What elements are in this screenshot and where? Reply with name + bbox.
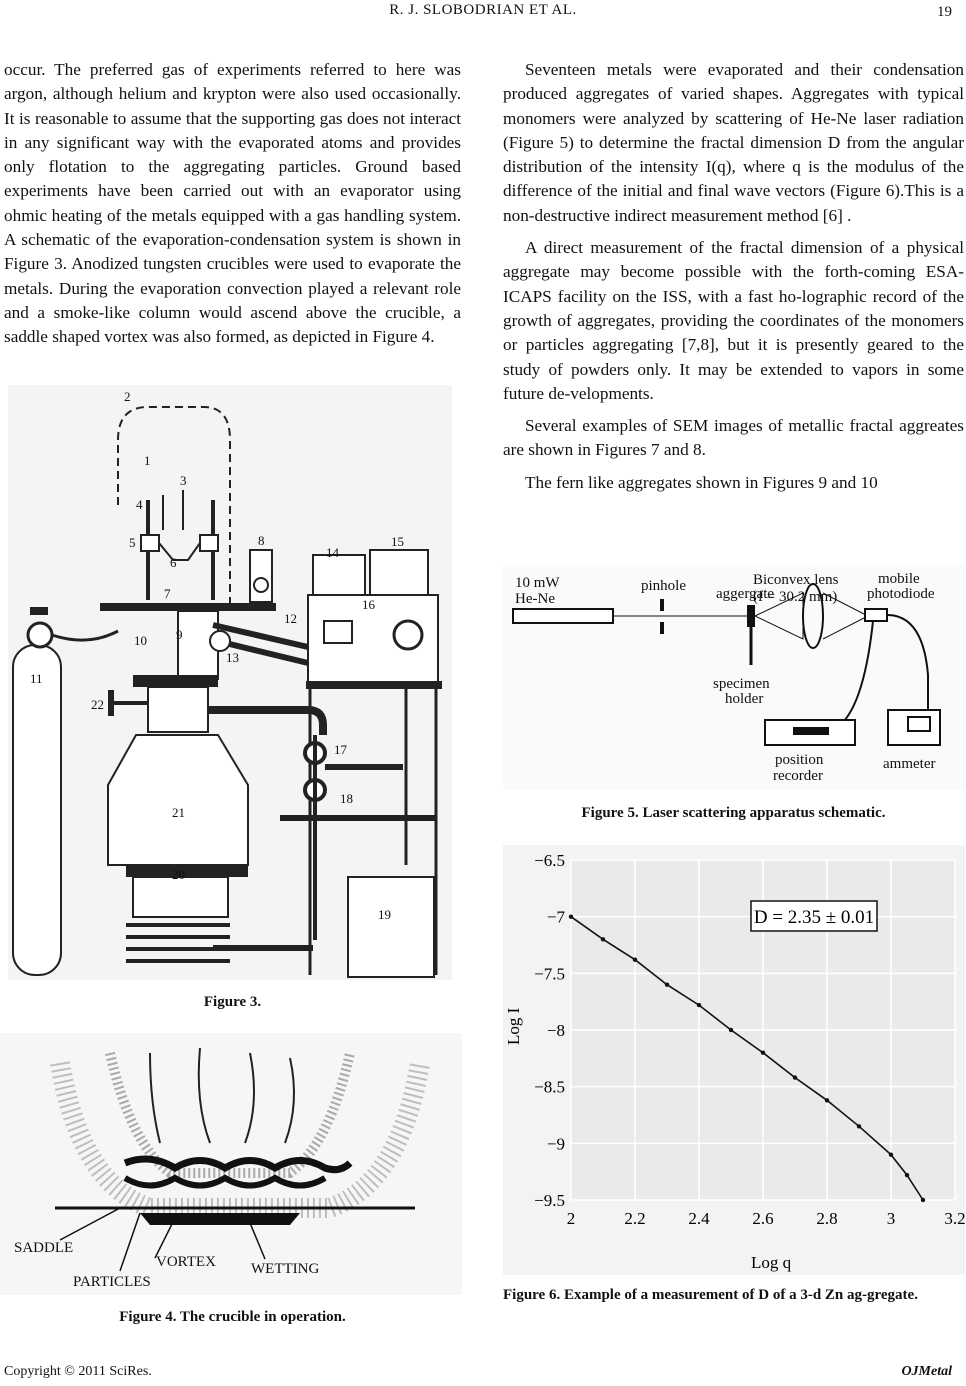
y-tick-label: −7.5 — [534, 964, 565, 984]
copyright: Copyright © 2011 SciRes. — [4, 1364, 152, 1379]
fig3-label-19: 19 — [378, 907, 391, 922]
fig5-label-aggregate: aggergate — [716, 586, 775, 602]
fig3-label-13: 13 — [226, 650, 239, 665]
fig3-label-5: 5 — [129, 535, 136, 550]
figure-5 — [503, 565, 965, 790]
fig3-label-22: 22 — [91, 697, 104, 712]
left-paragraph: occur. The preferred gas of experiments referred to here was argon, although helium and krypton were also used occasionally. It is reasonable to assume that the supporting gas does not interact in any significant way with the evaporated atoms and provides only flotation to the aggregating particles. Ground based experiments have been carried out with an evaporator using ohmic heating of the metals equipped with a gas handling system. A schematic of the evaporation-condensation system is shown in Figure 3. Anodized tungsten crucibles were used to evaporate the metals. During the evaporation convection played a relevant role and a smoke-like column would ascend above the crucible, a saddle shaped vortex was also formed, as depicted in Figure 4. — [4, 60, 461, 347]
fig5-label-recorder-1: position — [775, 752, 824, 768]
right-paragraph-3: Several examples of SEM images of metallic fractal aggreates are shown in Figures 7 and 8. — [503, 416, 964, 460]
right-paragraph-2: A direct measurement of the fractal dimension of a physical aggregate may become possible with the forth-coming ESA-ICAPS facility on the ISS, with a fast ho-lographic record of the growth of aggregates, providing the coordinates of the monomers or particles aggregating [7,8], but it is presently geared to the study of powders only. It may be extended to vapors in some future de-velopments. — [503, 238, 964, 403]
figure-6-caption: Figure 6. Example of a measurement of D of a 3-d Zn ag-gregate. — [503, 1287, 918, 1303]
x-tick-label: 3 — [886, 1209, 896, 1228]
figure-4-illustration — [0, 1033, 462, 1295]
y-tick-label: −6.5 — [534, 851, 565, 870]
fig5-label-focal: (f = 30.2 mm) — [753, 589, 838, 605]
fig3-label-18: 18 — [340, 791, 353, 806]
fig3-label-20: 20 — [172, 867, 185, 882]
fig4-label-particles: PARTICLES — [73, 1274, 151, 1290]
figure-3 — [8, 385, 452, 980]
figure-5-caption: Figure 5. Laser scattering apparatus schematic. — [581, 805, 886, 821]
fig3-label-2: 2 — [124, 389, 131, 404]
x-tick-label: 3.2 — [944, 1209, 965, 1228]
x-tick-label: 2.2 — [624, 1209, 646, 1228]
x-tick-label: 2.4 — [688, 1209, 710, 1228]
data-point — [697, 1003, 701, 1007]
fig5-label-laser-power: 10 mW — [515, 575, 560, 591]
figure-3-schematic — [8, 385, 452, 980]
data-point — [889, 1152, 893, 1156]
fig3-label-14: 14 — [326, 545, 339, 560]
fig5-label-holder-2: holder — [725, 691, 764, 707]
data-point — [569, 914, 573, 918]
fig5-label-holder-1: specimen — [713, 676, 770, 692]
y-tick-label: −7 — [546, 907, 565, 927]
fractal-dimension-annotation: D = 2.35 ± 0.01 — [753, 907, 875, 928]
fig3-label-9: 9 — [176, 627, 183, 642]
fig3-label-3: 3 — [180, 473, 187, 488]
fig3-label-21: 21 — [172, 805, 185, 820]
data-point — [601, 937, 605, 941]
fig3-label-4: 4 — [136, 497, 143, 512]
journal-name: OJMetal — [901, 1364, 952, 1379]
fig5-label-ammeter: ammeter — [883, 756, 936, 772]
x-axis-label: Log q — [751, 1253, 792, 1272]
y-tick-label: −9.5 — [534, 1191, 565, 1210]
right-paragraph-4: The fern like aggregates shown in Figures 9 and 10 — [525, 472, 878, 492]
page-number: 19 — [937, 4, 952, 20]
data-point — [633, 958, 637, 962]
fig3-label-15: 15 — [391, 534, 404, 549]
fig3-label-6: 6 — [170, 555, 177, 570]
figure-4 — [0, 1033, 462, 1295]
data-point — [665, 982, 669, 986]
data-point — [921, 1198, 925, 1202]
fig3-label-12: 12 — [284, 611, 297, 626]
y-tick-label: −8 — [546, 1021, 565, 1040]
fig4-label-saddle: SADDLE — [14, 1240, 74, 1256]
x-tick-label: 2 — [566, 1209, 576, 1228]
fig3-label-17: 17 — [334, 742, 347, 757]
right-paragraph-1: Seventeen metals were evaporated and their condensation produced aggregates of varied shapes. Aggregates with typical monomers were analyzed by scattering of He-Ne laser radiation (Figure 5) to determine the fractal dimension D from the angular distribution of the intensity I(q), where q is the modulus of the difference of the initial and final wave vectors (Figure 6).This is a non-destructive indirect measurement method [6] . — [503, 60, 964, 225]
right-column — [503, 58, 964, 503]
y-axis-label: Log I — [504, 1007, 523, 1045]
x-tick-label: 2.6 — [752, 1209, 774, 1228]
data-point — [825, 1098, 829, 1102]
fig3-label-7: 7 — [164, 586, 171, 601]
data-point — [761, 1050, 765, 1054]
fig3-label-16: 16 — [362, 597, 375, 612]
fig3-label-1: 1 — [144, 453, 151, 468]
figure-5-schematic — [503, 565, 965, 790]
data-point — [729, 1028, 733, 1032]
fig3-label-10: 10 — [134, 633, 147, 648]
fig5-label-pinhole: pinhole — [641, 578, 686, 594]
y-tick-label: −8.5 — [534, 1077, 565, 1097]
fig5-label-laser-type: He-Ne — [515, 591, 555, 607]
fig5-label-recorder-2: recorder — [773, 768, 823, 784]
figure-4-caption: Figure 4. The crucible in operation. — [119, 1309, 346, 1325]
fig5-label-lens: Biconvex lens — [753, 572, 839, 588]
running-header: R. J. SLOBODRIAN ET AL. — [389, 2, 577, 18]
y-tick-label: −9 — [546, 1134, 565, 1154]
x-tick-label: 2.8 — [816, 1209, 838, 1228]
data-point — [793, 1075, 797, 1079]
left-column — [4, 58, 461, 358]
fig3-label-8: 8 — [258, 533, 265, 548]
fig4-label-wetting: WETTING — [251, 1261, 320, 1277]
fig5-label-detector-1: mobile — [878, 571, 920, 587]
fig5-label-detector-2: photodiode — [867, 586, 935, 602]
figure-6-chart — [503, 845, 965, 1275]
fig4-label-vortex: VORTEX — [156, 1254, 216, 1270]
figure-6 — [503, 845, 965, 1275]
figure-3-caption: Figure 3. — [203, 994, 262, 1010]
fig3-label-11: 11 — [30, 671, 43, 686]
data-point — [857, 1124, 861, 1128]
data-point — [905, 1173, 909, 1177]
